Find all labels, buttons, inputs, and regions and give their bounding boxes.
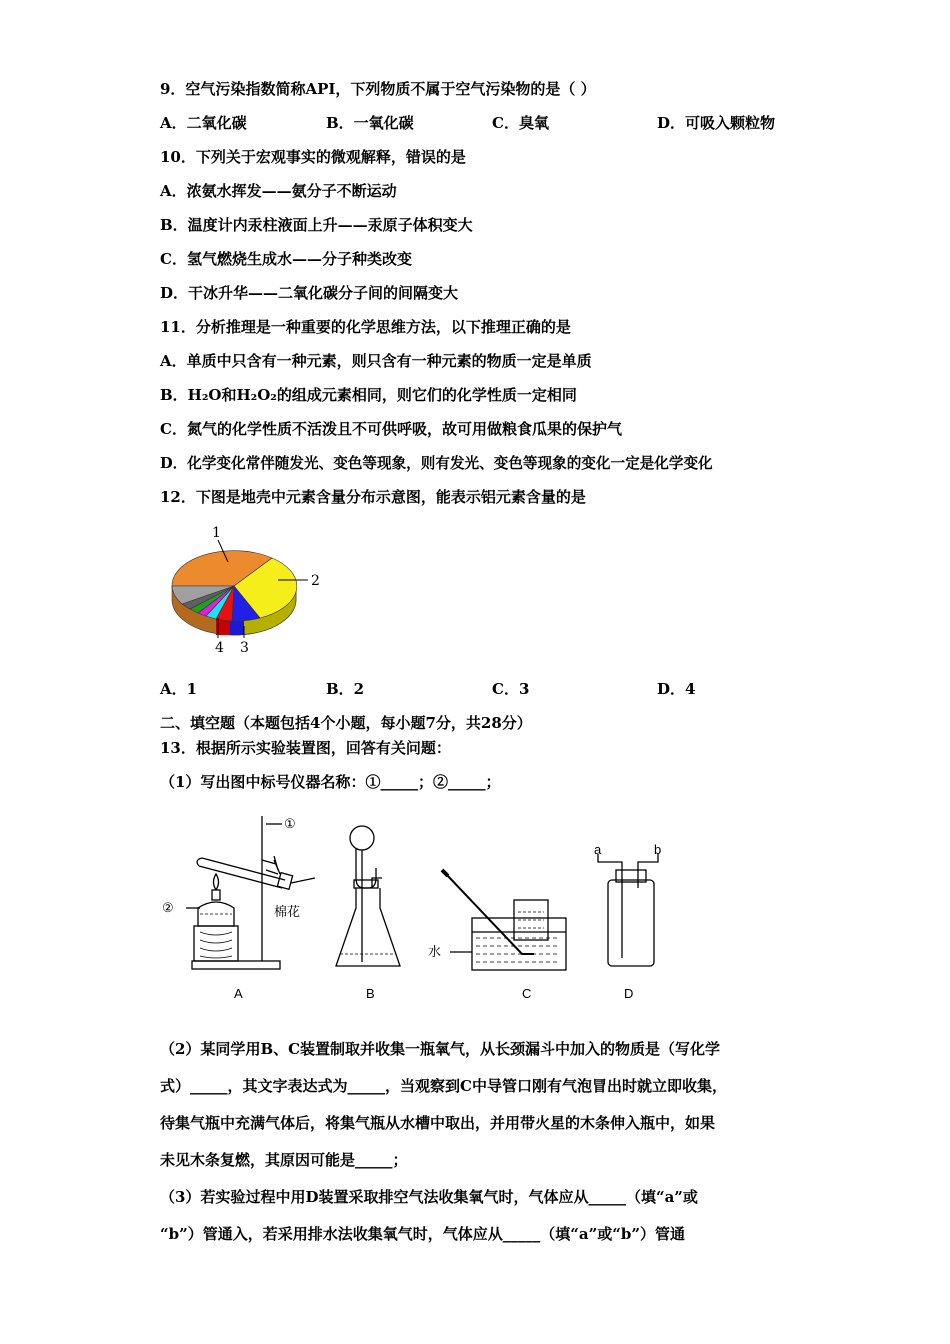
- q10-stem: 10．下列关于宏观事实的微观解释，错误的是: [160, 148, 466, 166]
- flame: [214, 874, 219, 890]
- q9-option-d: D．可吸入颗粒物: [657, 114, 776, 132]
- q9-stem: 9．空气污染指数简称API，下列物质不属于空气污染物的是（ ）: [160, 80, 596, 98]
- q13-part1: （1）写出图中标号仪器名称：①_____；②_____；: [160, 773, 501, 791]
- crust-element-pie-chart: [160, 518, 340, 663]
- apparatus-label-a: A: [234, 986, 243, 1001]
- pie-label-3: 3: [240, 640, 249, 656]
- pie-label-1: 1: [212, 525, 221, 541]
- q13-part2-line4: 未见木条复燃，其原因可能是_____；: [160, 1151, 408, 1169]
- tube-a-label: a: [594, 842, 602, 857]
- apparatus-label-d: D: [624, 986, 634, 1001]
- q9-option-b: B．一氧化碳: [326, 114, 414, 132]
- q12-option-c: C．3: [492, 680, 530, 698]
- marker-1: ①: [284, 816, 296, 831]
- q10-option-c: C．氢气燃烧生成水——分子种类改变: [160, 250, 412, 268]
- q13-part2-line2: 式）_____，其文字表达式为_____，当观察到C中导管口刚有气泡冒出时就立即收集，: [160, 1077, 727, 1095]
- q9-option-a: A．二氧化碳: [160, 114, 247, 132]
- tube-b: [638, 854, 658, 888]
- q10-option-a: A．浓氨水挥发——氨分子不断运动: [160, 182, 397, 200]
- water-label: 水: [428, 944, 442, 959]
- pie-label-4: 4: [215, 640, 224, 656]
- lamp-wick-holder: [212, 890, 220, 900]
- stopper: [277, 873, 292, 890]
- q11-option-a: A．单质中只含有一种元素，则只含有一种元素的物质一定是单质: [160, 352, 592, 370]
- apparatus-label-b: B: [366, 986, 375, 1001]
- stand-base: [192, 961, 280, 969]
- delivery-tube-c: [446, 874, 534, 954]
- section-2-heading: 二、填空题（本题包括4个小题，每小题7分，共28分）: [160, 714, 532, 732]
- marker-2: ②: [162, 900, 174, 915]
- delivery-tube: [291, 878, 315, 883]
- q13-part3-line2: “b”）管通入，若采用排水法收集氧气时，气体应从_____（填“a”或“b”）管通: [160, 1225, 685, 1243]
- funnel-neck: [356, 848, 376, 888]
- wash-bottle: [608, 880, 654, 966]
- q11-option-b: B．H₂O和H₂O₂的组成元素相同，则它们的化学性质一定相同: [160, 386, 577, 404]
- funnel-bulb: [350, 826, 374, 850]
- q10-option-d: D．干冰升华——二氧化碳分子间的间隔变大: [160, 284, 459, 302]
- q12-option-d: D．4: [657, 680, 696, 698]
- q13-stem: 13．根据所示实验装置图，回答有关问题：: [160, 739, 451, 757]
- q12-option-a: A．1: [160, 680, 198, 698]
- wood-grain: [200, 932, 232, 958]
- pie-label-2: 2: [311, 573, 320, 589]
- q11-option-d: D．化学变化常伴随发光、变色等现象，则有发光、变色等现象的变化一定是化学变化: [160, 455, 713, 472]
- experiment-apparatus-figure: [150, 808, 710, 1008]
- tube-b-label: b: [654, 842, 662, 857]
- q11-stem: 11．分析推理是一种重要的化学思维方法，以下推理正确的是: [160, 318, 571, 336]
- q11-option-c: C．氮气的化学性质不活泼且不可供呼吸，故可用做粮食瓜果的保护气: [160, 420, 622, 438]
- cotton-label: 棉花: [274, 904, 301, 919]
- q13-part2-line1: （2）某同学用B、C装置制取并收集一瓶氧气，从长颈漏斗中加入的物质是（写化学: [160, 1040, 721, 1058]
- q12-stem: 12．下图是地壳中元素含量分布示意图，能表示铝元素含量的是: [160, 488, 586, 506]
- apparatus-label-c: C: [522, 986, 532, 1001]
- q9-option-c: C．臭氧: [492, 114, 549, 132]
- q10-option-b: B．温度计内汞柱液面上升——汞原子体积变大: [160, 216, 473, 234]
- q12-option-b: B．2: [326, 680, 365, 698]
- q13-part2-line3: 待集气瓶中充满气体后，将集气瓶从水槽中取出，并用带火星的木条伸入瓶中，如果: [160, 1114, 716, 1132]
- q13-part3-line1: （3）若实验过程中用D装置采取排空气法收集氧气时，气体应从_____（填“a”或: [160, 1188, 698, 1206]
